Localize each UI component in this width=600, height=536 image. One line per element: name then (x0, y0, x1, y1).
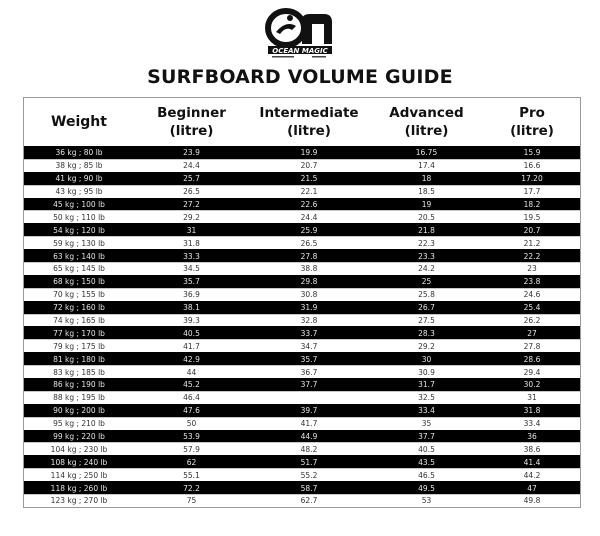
cell-pro: 27.8 (523, 341, 541, 351)
cell-beginner: 62 (186, 457, 197, 467)
cell-advanced: 46.5 (418, 470, 435, 480)
table-row (24, 146, 580, 159)
cell-intermediate: 19.9 (300, 148, 318, 158)
cell-advanced: 24.2 (418, 264, 435, 274)
cell-beginner: 41.7 (183, 341, 200, 351)
cell-beginner: 47.6 (183, 406, 200, 416)
cell-intermediate: 33.7 (300, 328, 318, 338)
cell-weight: 74 kg ; 165 lb (53, 316, 105, 326)
cell-advanced: 53 (421, 496, 432, 506)
header-weight: Weight (51, 114, 107, 130)
cell-weight: 59 kg ; 130 lb (53, 238, 105, 248)
cell-beginner: 75 (186, 496, 197, 506)
cell-beginner: 36.9 (183, 290, 200, 300)
cell-advanced: 49.5 (418, 483, 435, 493)
table-row (24, 468, 580, 481)
cell-advanced: 26.7 (418, 303, 435, 313)
cell-advanced: 30 (421, 354, 432, 364)
cell-weight: 36 kg ; 80 lb (55, 148, 103, 158)
table-row (24, 249, 580, 262)
cell-weight: 81 kg ; 180 lb (53, 354, 105, 364)
cell-intermediate: 34.7 (300, 341, 318, 351)
cell-intermediate: 31.9 (300, 303, 318, 313)
cell-pro: 31 (527, 393, 537, 403)
cell-weight: 41 kg ; 90 lb (55, 174, 103, 184)
table-row (24, 378, 580, 391)
cell-beginner: 40.5 (183, 328, 200, 338)
cell-pro: 41.4 (523, 457, 541, 467)
cell-pro: 24.6 (523, 290, 541, 300)
cell-advanced: 21.8 (418, 225, 435, 235)
cell-intermediate: 29.8 (300, 277, 318, 287)
table-row (24, 159, 580, 172)
cell-intermediate: 26.5 (300, 238, 318, 248)
cell-advanced: 28.3 (418, 328, 435, 338)
cell-beginner: 25.7 (183, 174, 200, 184)
cell-intermediate: 27.8 (300, 251, 318, 261)
cell-advanced: 25 (421, 277, 432, 287)
svg-text:OCEAN MAGIC: OCEAN MAGIC (272, 47, 328, 55)
table-row (24, 404, 580, 417)
cell-beginner: 27.2 (183, 200, 200, 209)
header-intermediate: Intermediate (litre) (259, 105, 359, 139)
cell-weight: 114 kg ; 250 lb (50, 470, 108, 480)
cell-intermediate: 55.2 (300, 470, 318, 480)
cell-weight: 63 kg ; 140 lb (53, 251, 105, 261)
cell-intermediate: 58.7 (300, 483, 318, 493)
cell-beginner: 29.2 (183, 212, 200, 222)
cell-advanced: 25.8 (418, 290, 435, 300)
table-row (24, 430, 580, 443)
cell-weight: 43 kg ; 95 lb (55, 187, 103, 197)
table-row (24, 417, 580, 430)
cell-pro: 33.4 (523, 419, 541, 429)
cell-weight: 118 kg ; 260 lb (50, 483, 108, 493)
cell-beginner: 24.4 (183, 161, 200, 171)
cell-advanced: 22.3 (418, 238, 435, 248)
cell-intermediate: 24.4 (300, 212, 318, 222)
cell-pro: 28.6 (523, 354, 541, 364)
cell-pro: 27 (527, 328, 537, 338)
table-row (24, 288, 580, 301)
cell-beginner: 46.4 (183, 393, 200, 403)
cell-advanced: 43.5 (418, 457, 435, 467)
cell-beginner: 23.9 (183, 148, 200, 158)
cell-pro: 30.2 (523, 380, 541, 390)
cell-pro: 23 (527, 264, 537, 274)
cell-weight: 70 kg ; 155 lb (53, 290, 105, 300)
header-pro: Pro (litre) (510, 105, 554, 139)
cell-beginner: 31.8 (183, 238, 200, 248)
cell-beginner: 33.3 (183, 251, 200, 261)
cell-advanced: 18 (421, 174, 432, 184)
cell-weight: 65 kg ; 145 lb (53, 264, 105, 274)
cell-advanced: 32.5 (418, 393, 435, 403)
table-row (24, 198, 580, 211)
cell-intermediate: 44.9 (300, 432, 318, 442)
table-row (24, 326, 580, 339)
cell-beginner: 42.9 (183, 354, 200, 364)
cell-intermediate: 32.8 (300, 316, 318, 326)
cell-intermediate: 51.7 (300, 457, 318, 467)
cell-intermediate: 21.5 (300, 174, 318, 184)
cell-pro: 38.6 (523, 444, 541, 454)
cell-weight: 45 kg ; 100 lb (53, 200, 105, 209)
cell-weight: 50 kg ; 110 lb (53, 212, 105, 222)
cell-weight: 68 kg ; 150 lb (53, 277, 105, 287)
cell-weight: 79 kg ; 175 lb (53, 341, 105, 351)
cell-weight: 104 kg ; 230 lb (50, 444, 108, 454)
cell-weight: 86 kg ; 190 lb (53, 380, 105, 390)
cell-beginner: 39.3 (183, 316, 200, 326)
cell-pro: 21.2 (523, 238, 541, 248)
cell-weight: 83 kg ; 185 lb (53, 367, 105, 377)
cell-pro: 31.8 (523, 406, 541, 416)
cell-advanced: 16.75 (415, 148, 438, 158)
cell-intermediate: 36.7 (300, 367, 318, 377)
table-row (24, 391, 580, 404)
cell-advanced: 31.7 (418, 380, 435, 390)
cell-beginner: 45.2 (183, 380, 200, 390)
cell-intermediate: 20.7 (300, 161, 318, 171)
cell-beginner: 31 (186, 225, 197, 235)
cell-advanced: 33.4 (418, 406, 435, 416)
cell-beginner: 72.2 (183, 483, 200, 493)
cell-beginner: 57.9 (183, 444, 200, 454)
surfboard-volume-table (23, 97, 581, 508)
cell-advanced: 20.5 (418, 212, 435, 222)
table-row (24, 442, 580, 455)
table-body (24, 146, 580, 507)
ocean-magic-logo (262, 6, 338, 62)
table-row (24, 262, 580, 275)
cell-advanced: 19 (421, 200, 432, 209)
cell-weight: 77 kg ; 170 lb (53, 328, 105, 338)
cell-intermediate: 35.7 (300, 354, 318, 364)
cell-intermediate: 39.7 (300, 406, 318, 416)
cell-advanced: 18.5 (418, 187, 435, 197)
cell-advanced: 35 (421, 419, 432, 429)
cell-beginner: 34.5 (183, 264, 200, 274)
cell-beginner: 53.9 (183, 432, 200, 442)
table-row (24, 236, 580, 249)
cell-beginner: 55.1 (183, 470, 200, 480)
cell-intermediate: 22.1 (300, 187, 318, 197)
cell-intermediate: 25.9 (300, 225, 318, 235)
cell-weight: 108 kg ; 240 lb (50, 457, 108, 467)
table-row (24, 210, 580, 223)
cell-weight: 90 kg ; 200 lb (53, 406, 105, 416)
header-beginner: Beginner (litre) (157, 105, 226, 139)
cell-beginner: 50 (186, 419, 197, 429)
cell-weight: 72 kg ; 160 lb (53, 303, 105, 313)
table-row (24, 455, 580, 468)
cell-intermediate: 30.8 (300, 290, 318, 300)
cell-pro: 23.8 (523, 277, 541, 287)
table-row (24, 223, 580, 236)
cell-weight: 88 kg ; 195 lb (53, 393, 105, 403)
cell-weight: 95 kg ; 210 lb (53, 419, 105, 429)
cell-pro: 36 (527, 432, 537, 442)
cell-pro: 20.7 (523, 225, 541, 235)
cell-weight: 54 kg ; 120 lb (53, 225, 105, 235)
cell-weight: 123 kg ; 270 lb (50, 496, 108, 506)
cell-pro: 22.2 (523, 251, 541, 261)
header-advanced: Advanced (litre) (389, 105, 464, 139)
table-row (24, 172, 580, 185)
table-row (24, 365, 580, 378)
cell-beginner: 35.7 (183, 277, 200, 287)
cell-pro: 16.6 (523, 161, 541, 171)
cell-intermediate: 41.7 (300, 419, 318, 429)
ocean-magic-surfer-logo-icon (262, 6, 338, 62)
cell-intermediate: 48.2 (300, 444, 318, 454)
cell-pro: 15.9 (523, 148, 541, 158)
table-row (24, 301, 580, 314)
table-row (24, 339, 580, 352)
cell-pro: 26.2 (523, 316, 541, 326)
cell-advanced: 29.2 (418, 341, 435, 351)
table-row (24, 494, 580, 507)
cell-beginner: 26.5 (183, 187, 200, 197)
cell-advanced: 23.3 (418, 251, 435, 261)
table-row (24, 352, 580, 365)
cell-weight: 99 kg ; 220 lb (53, 432, 105, 442)
table-row (24, 314, 580, 327)
cell-advanced: 27.5 (418, 316, 435, 326)
cell-pro: 49.8 (523, 496, 541, 506)
cell-advanced: 40.5 (418, 444, 435, 454)
cell-beginner: 44 (186, 367, 197, 377)
cell-pro: 47 (527, 483, 537, 493)
cell-intermediate: 62.7 (300, 496, 318, 506)
cell-advanced: 30.9 (418, 367, 435, 377)
cell-pro: 29.4 (523, 367, 541, 377)
cell-intermediate: 37.7 (300, 380, 318, 390)
cell-pro: 18.2 (523, 200, 541, 209)
table-row (24, 481, 580, 494)
cell-pro: 44.2 (523, 470, 541, 480)
cell-intermediate: 22.6 (300, 200, 318, 209)
cell-pro: 17.7 (523, 187, 541, 197)
page-title: SURFBOARD VOLUME GUIDE (147, 66, 453, 88)
cell-intermediate: 38.8 (300, 264, 318, 274)
cell-advanced: 37.7 (418, 432, 435, 442)
cell-pro: 25.4 (523, 303, 541, 313)
cell-beginner: 38.1 (183, 303, 200, 313)
cell-advanced: 17.4 (418, 161, 435, 171)
table-row (24, 275, 580, 288)
cell-weight: 38 kg ; 85 lb (55, 161, 103, 171)
table-header-row (24, 98, 580, 146)
cell-pro: 19.5 (523, 212, 541, 222)
cell-pro: 17.20 (521, 174, 543, 184)
table-row (24, 185, 580, 198)
